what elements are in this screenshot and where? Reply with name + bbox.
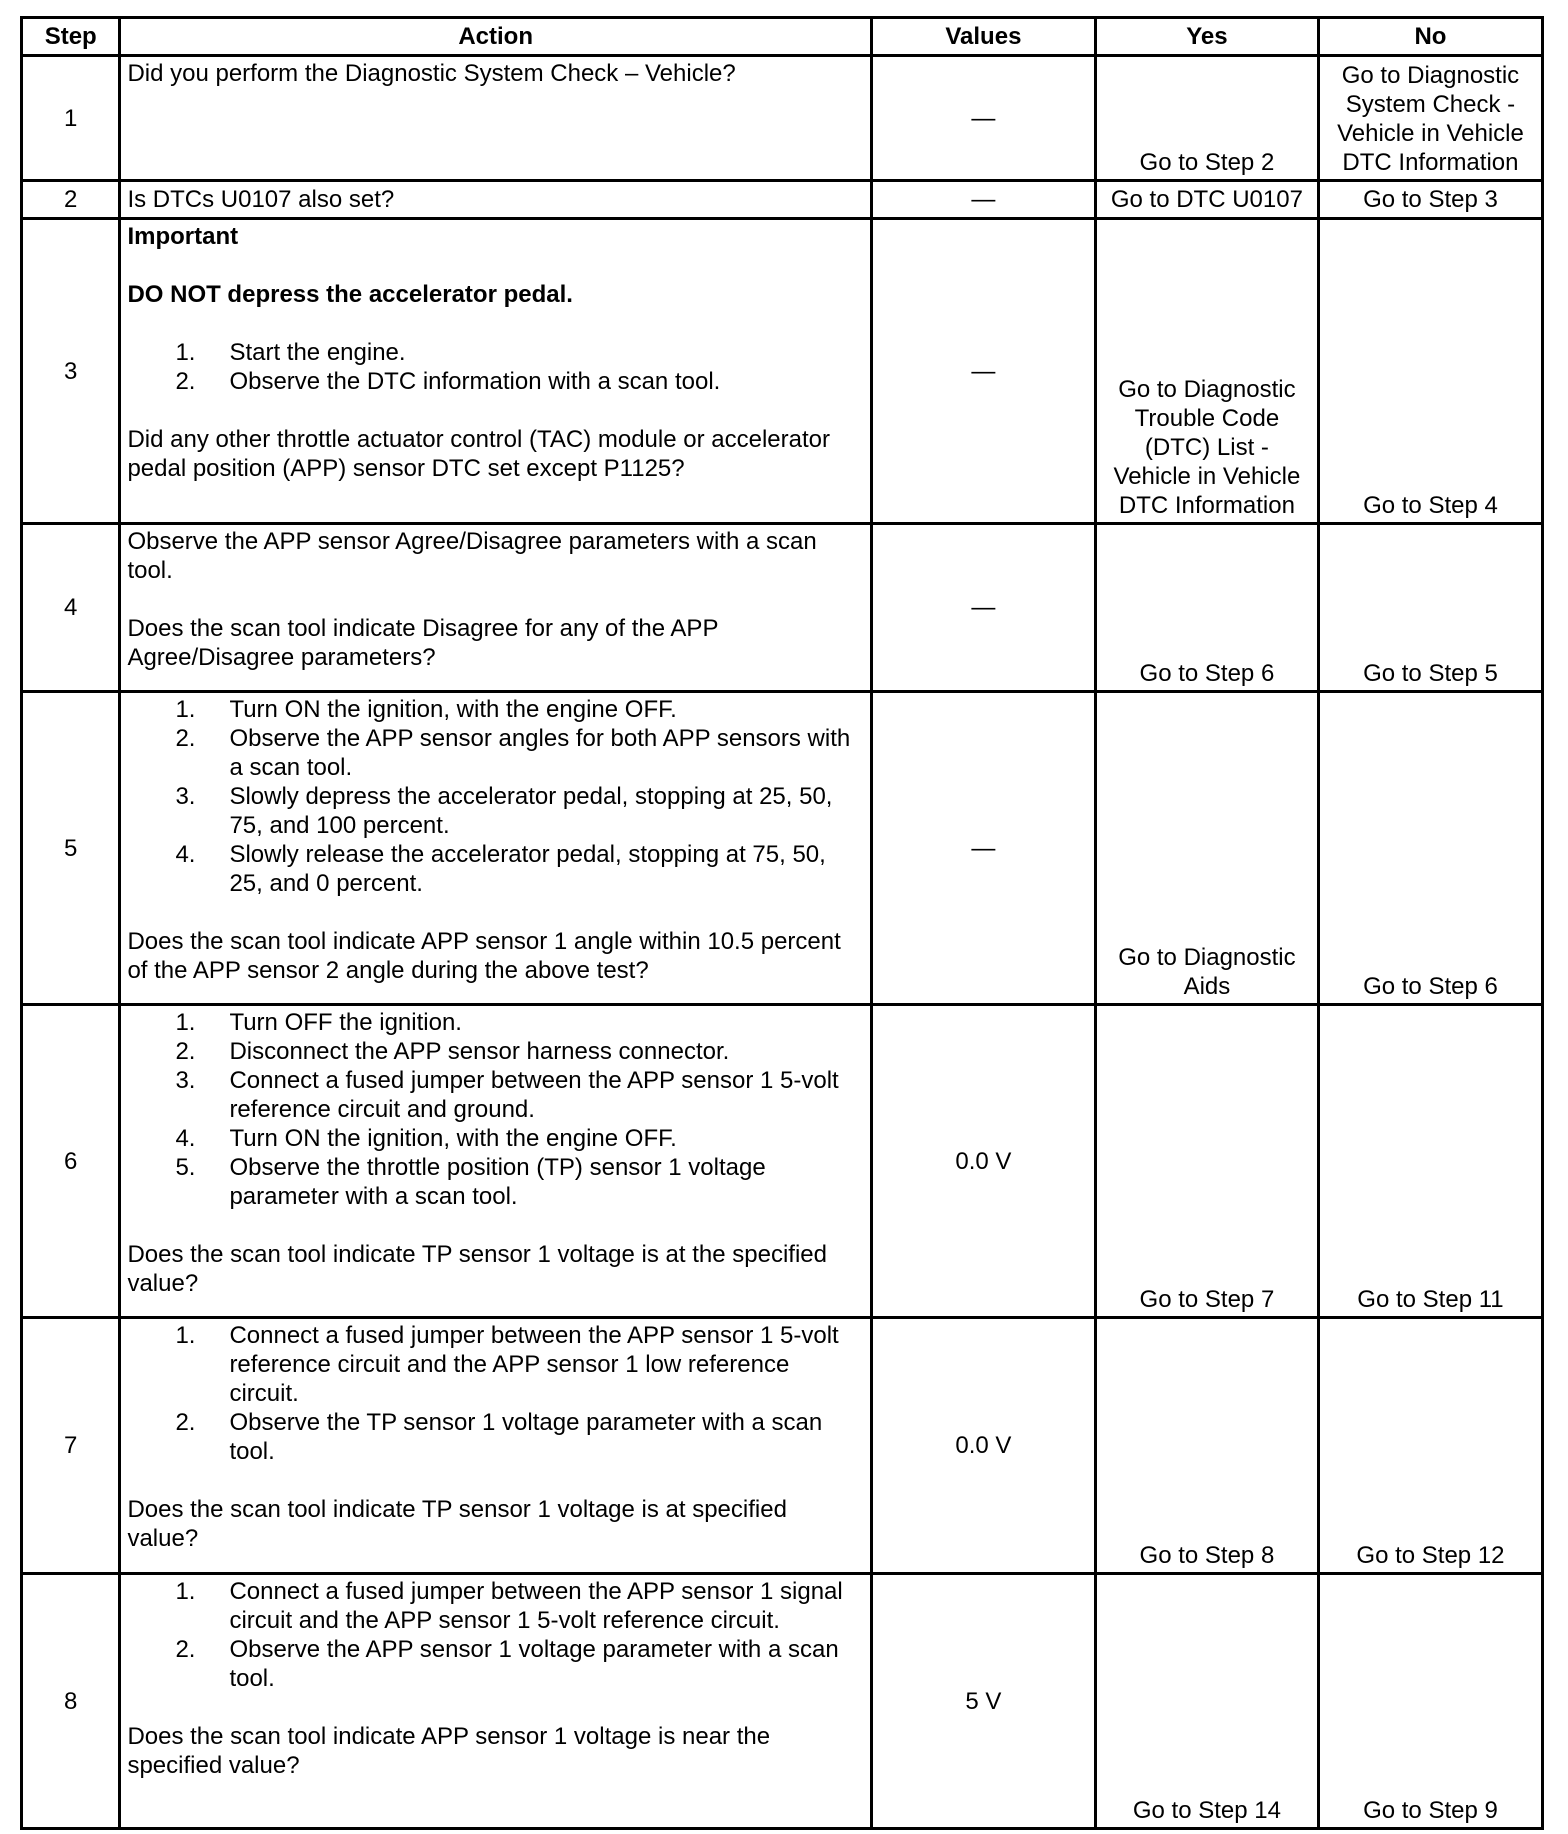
- instruction-list: [127, 1321, 863, 1466]
- important-note-label: Important: [127, 223, 239, 250]
- step-number: 6: [22, 1005, 120, 1318]
- action-intro: Observe the APP sensor Agree/Disagree parameters with a scan tool.: [127, 528, 817, 584]
- instruction-item: [127, 782, 863, 840]
- instruction-list: [127, 1008, 863, 1211]
- instruction-number: 5.: [175, 1154, 196, 1181]
- instruction-text: Turn OFF the ignition.: [229, 1009, 462, 1036]
- table-row-step-8: [22, 1574, 1543, 1829]
- no-cell: Go to Step 5: [1318, 524, 1542, 692]
- instruction-item: [127, 695, 863, 724]
- action-cell: [120, 1318, 871, 1574]
- value-cell: 0.0 V: [871, 1318, 1095, 1574]
- yes-cell: Go to Step 8: [1095, 1318, 1318, 1574]
- instruction-text: Observe the throttle position (TP) sensor 1 voltage parameter with a scan tool.: [229, 1154, 766, 1210]
- instruction-item: [127, 840, 863, 898]
- header-action: Action: [120, 18, 871, 56]
- instruction-item: [127, 1037, 863, 1066]
- yes-cell: Go to Diagnostic Trouble Code (DTC) List - Vehicle in Vehicle DTC Information: [1095, 219, 1318, 524]
- no-cell: Go to Step 6: [1318, 692, 1542, 1005]
- value-cell: 5 V: [871, 1574, 1095, 1829]
- action-cell: [120, 1574, 871, 1829]
- table-row-step-3: [22, 219, 1543, 524]
- no-cell: Go to Diagnostic System Check - Vehicle in Vehicle DTC Information: [1318, 56, 1542, 181]
- header-row: [22, 18, 1543, 56]
- table-row-step-5: [22, 692, 1543, 1005]
- instruction-number: 3.: [175, 1067, 196, 1094]
- header-values: Values: [871, 18, 1095, 56]
- step-number: 2: [22, 181, 120, 219]
- instruction-text: Disconnect the APP sensor harness connector.: [229, 1038, 730, 1065]
- action-cell: [120, 219, 871, 524]
- yes-cell: Go to DTC U0107: [1095, 181, 1318, 219]
- value-cell: 0.0 V: [871, 1005, 1095, 1318]
- value-cell: —: [871, 524, 1095, 692]
- instruction-list: [127, 695, 863, 898]
- instruction-text: Observe the APP sensor 1 voltage parameter with a scan tool.: [229, 1636, 839, 1692]
- value-cell: —: [871, 219, 1095, 524]
- instruction-item: [127, 367, 863, 396]
- instruction-number: 1.: [175, 1578, 196, 1605]
- action-question: Does the scan tool indicate Disagree for any of the APP Agree/Disagree parameters?: [127, 615, 719, 671]
- instruction-list: [127, 338, 863, 396]
- step-number: 5: [22, 692, 120, 1005]
- instruction-text: Turn ON the ignition, with the engine OFF.: [229, 1125, 677, 1152]
- value-cell: —: [871, 181, 1095, 219]
- yes-cell: Go to Step 7: [1095, 1005, 1318, 1318]
- instruction-number: 2.: [175, 1636, 196, 1663]
- table-row-step-4: [22, 524, 1543, 692]
- instruction-number: 3.: [175, 783, 196, 810]
- action-cell: [120, 1005, 871, 1318]
- instruction-list: [127, 1577, 863, 1693]
- yes-cell: Go to Step 2: [1095, 56, 1318, 181]
- header-yes: Yes: [1095, 18, 1318, 56]
- instruction-text: Connect a fused jumper between the APP sensor 1 5-volt reference circuit and ground.: [229, 1067, 839, 1123]
- header-no: No: [1318, 18, 1542, 56]
- instruction-number: 4.: [175, 841, 196, 868]
- warning-text: DO NOT depress the accelerator pedal.: [127, 281, 573, 308]
- step-number: 7: [22, 1318, 120, 1574]
- action-question: Does the scan tool indicate APP sensor 1 angle within 10.5 percent of the APP sensor 2 angle during the above test?: [127, 928, 841, 984]
- no-cell: Go to Step 3: [1318, 181, 1542, 219]
- instruction-item: [127, 1408, 863, 1466]
- instruction-item: [127, 1321, 863, 1408]
- action-cell: [120, 181, 871, 219]
- instruction-number: 1.: [175, 1322, 196, 1349]
- yes-cell: Go to Step 14: [1095, 1574, 1318, 1829]
- step-number: 8: [22, 1574, 120, 1829]
- instruction-number: 4.: [175, 1125, 196, 1152]
- instruction-number: 1.: [175, 339, 196, 366]
- instruction-text: Slowly depress the accelerator pedal, stopping at 25, 50, 75, and 100 percent.: [229, 783, 833, 839]
- instruction-text: Observe the TP sensor 1 voltage parameter with a scan tool.: [229, 1409, 823, 1465]
- instruction-item: [127, 1577, 863, 1635]
- instruction-number: 2.: [175, 368, 196, 395]
- action-question: Is DTCs U0107 also set?: [127, 186, 395, 213]
- instruction-item: [127, 1066, 863, 1124]
- instruction-text: Observe the DTC information with a scan tool.: [229, 368, 721, 395]
- action-cell: [120, 56, 871, 181]
- action-cell: [120, 692, 871, 1005]
- instruction-number: 1.: [175, 696, 196, 723]
- action-question: Does the scan tool indicate APP sensor 1 voltage is near the specified value?: [127, 1723, 771, 1779]
- value-cell: —: [871, 56, 1095, 181]
- instruction-item: [127, 1124, 863, 1153]
- instruction-number: 2.: [175, 1409, 196, 1436]
- instruction-number: 1.: [175, 1009, 196, 1036]
- header-step: Step: [22, 18, 120, 56]
- table-row-step-2: [22, 181, 1543, 219]
- action-question: Does the scan tool indicate TP sensor 1 voltage is at specified value?: [127, 1496, 787, 1552]
- no-cell: Go to Step 9: [1318, 1574, 1542, 1829]
- instruction-text: Slowly release the accelerator pedal, stopping at 75, 50, 25, and 0 percent.: [229, 841, 826, 897]
- instruction-item: [127, 1153, 863, 1211]
- table-row-step-6: [22, 1005, 1543, 1318]
- no-cell: Go to Step 12: [1318, 1318, 1542, 1574]
- instruction-number: 2.: [175, 1038, 196, 1065]
- value-cell: —: [871, 692, 1095, 1005]
- instruction-item: [127, 338, 863, 367]
- action-question: Did any other throttle actuator control (TAC) module or accelerator pedal position (APP) sensor DTC set except P1125?: [127, 426, 830, 482]
- step-number: 3: [22, 219, 120, 524]
- action-cell: [120, 524, 871, 692]
- instruction-item: [127, 1008, 863, 1037]
- instruction-number: 2.: [175, 725, 196, 752]
- step-number: 4: [22, 524, 120, 692]
- yes-cell: Go to Step 6: [1095, 524, 1318, 692]
- action-question: Does the scan tool indicate TP sensor 1 voltage is at the specified value?: [127, 1241, 827, 1297]
- instruction-text: Start the engine.: [229, 339, 406, 366]
- no-cell: Go to Step 4: [1318, 219, 1542, 524]
- no-cell: Go to Step 11: [1318, 1005, 1542, 1318]
- action-question: Did you perform the Diagnostic System Check – Vehicle?: [127, 60, 736, 87]
- instruction-item: [127, 724, 863, 782]
- instruction-item: [127, 1635, 863, 1693]
- diagnostic-table: [20, 16, 1544, 1830]
- yes-cell: Go to Diagnostic Aids: [1095, 692, 1318, 1005]
- table-row-step-7: [22, 1318, 1543, 1574]
- instruction-text: Turn ON the ignition, with the engine OFF.: [229, 696, 677, 723]
- step-number: 1: [22, 56, 120, 181]
- instruction-text: Observe the APP sensor angles for both APP sensors with a scan tool.: [229, 725, 851, 781]
- table-row-step-1: [22, 56, 1543, 181]
- instruction-text: Connect a fused jumper between the APP sensor 1 5-volt reference circuit and the APP sensor 1 low reference circuit.: [229, 1322, 839, 1407]
- instruction-text: Connect a fused jumper between the APP sensor 1 signal circuit and the APP sensor 1 5-volt reference circuit.: [229, 1578, 843, 1634]
